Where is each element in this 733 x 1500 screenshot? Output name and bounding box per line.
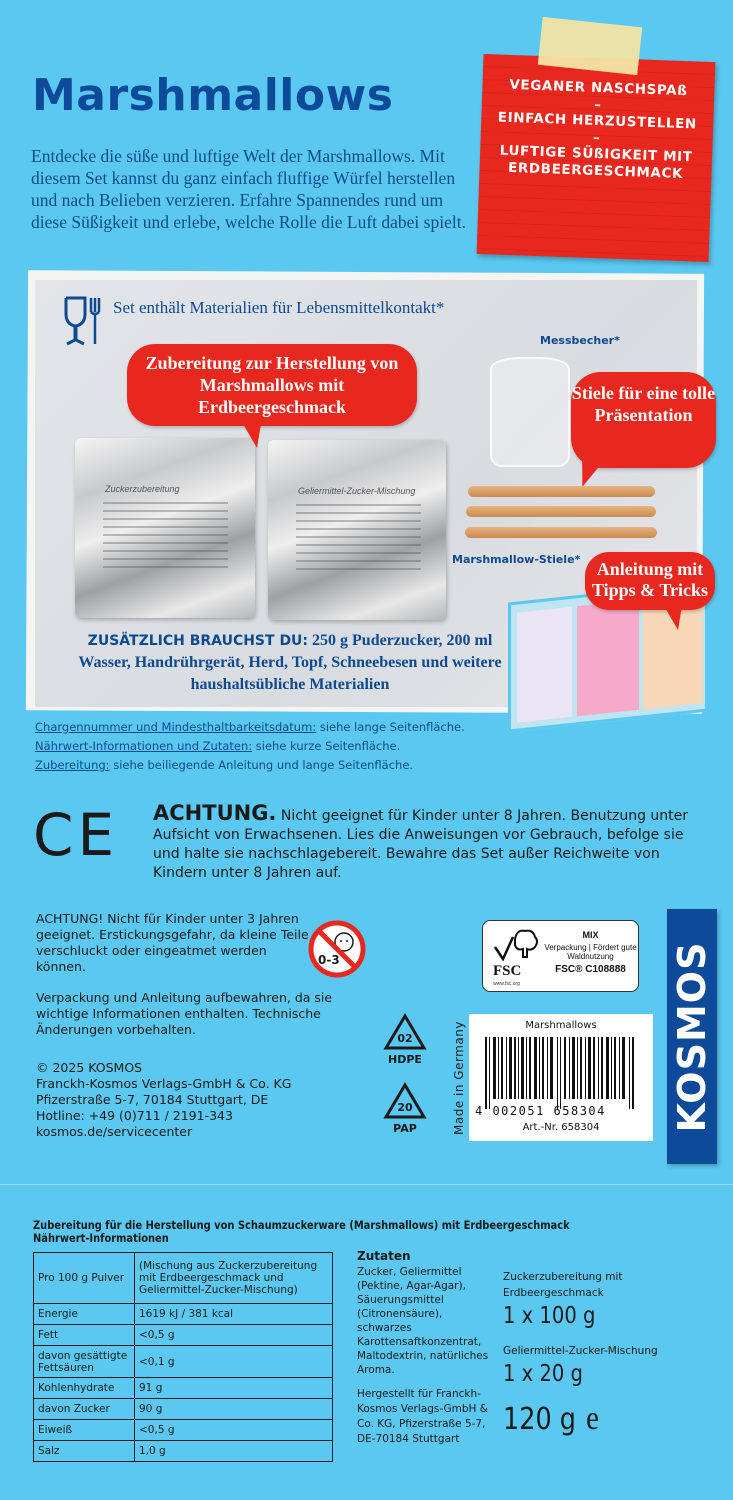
table-cell: Salz bbox=[34, 1441, 135, 1462]
marshmallow-stick bbox=[465, 527, 657, 538]
hotline: Hotline: +49 (0)711 / 2191-343 bbox=[36, 1108, 233, 1123]
kosmos-logo bbox=[667, 909, 717, 1164]
total-weight-value: 120 g bbox=[503, 1402, 576, 1437]
table-row bbox=[34, 1441, 333, 1462]
estimated-sign-icon: e bbox=[586, 1400, 599, 1437]
barcode-label bbox=[469, 1014, 653, 1141]
separator: – bbox=[593, 96, 602, 114]
nutrition-table bbox=[33, 1252, 333, 1462]
barcode-product-name: Marshmallows bbox=[525, 1020, 597, 1031]
table-cell: <0,5 g bbox=[135, 1420, 333, 1441]
table-cell: <0,5 g bbox=[135, 1325, 333, 1346]
fsc-description: Verpackung | Fördert gute Waldnutzung bbox=[544, 942, 637, 961]
article-number: Art.-Nr. 658304 bbox=[522, 1122, 600, 1133]
intro-text: Entdecke die süße und luftige Welt der Marshmallows. Mit diesem Set kannst du ganz einfach fluffige Würfel herstellen und nach Belieben verzieren. Erfahre Spannendes rund um diese Süßigkeit und erlebe, welche Rolle die Luft dabei spielt. bbox=[31, 146, 466, 232]
speech-bubble-tail bbox=[243, 424, 261, 448]
product-title: Marshmallows bbox=[32, 70, 394, 121]
reference-text: siehe lange Seitenfläche. bbox=[316, 720, 465, 734]
feature-list bbox=[490, 76, 703, 183]
svg-text:20: 20 bbox=[397, 1101, 413, 1114]
measuring-cup-image bbox=[490, 357, 570, 467]
speech-bubble-sticks: Stiele für eine tolle Präsentation bbox=[571, 372, 716, 468]
additional-requirements-lead: ZUSÄTZLICH BRAUCHST DU: bbox=[87, 633, 309, 649]
table-cell: Pro 100 g Pulver bbox=[34, 1253, 135, 1304]
content-quantity: 1 x 100 g bbox=[503, 1303, 596, 1329]
brand-name: KOSMOS bbox=[670, 941, 714, 1132]
feature-item: EINFACH HERZUSTELLEN bbox=[497, 109, 698, 133]
street-address: Pfizerstraße 5-7, 70184 Stuttgart, DE bbox=[36, 1092, 269, 1107]
barcode-digits: 4 002051 658304 bbox=[475, 1104, 606, 1118]
booklet-page bbox=[517, 607, 572, 723]
table-header-row bbox=[34, 1253, 333, 1304]
total-weight bbox=[503, 1401, 690, 1438]
table-cell: Fett bbox=[34, 1325, 135, 1346]
food-contact-label: Set enthält Materialien für Lebensmittelkontakt* bbox=[113, 298, 445, 317]
recycle-label: PAP bbox=[393, 1122, 417, 1135]
fsc-url: www.fsc.org bbox=[493, 981, 520, 987]
reference-line bbox=[35, 756, 465, 775]
recycling-symbol-hdpe bbox=[380, 1013, 430, 1066]
fsc-label bbox=[482, 920, 639, 992]
content-caption: Zuckerzubereitung mit Erdbeergeschmack bbox=[503, 1271, 623, 1299]
nutrition-heading bbox=[33, 1219, 570, 1245]
feature-item: LUFTIGE SÜßIGKEIT MIT ERDBEERGESCHMACK bbox=[499, 142, 693, 183]
booklet-page bbox=[577, 600, 639, 717]
not-for-under-3-icon bbox=[308, 920, 366, 978]
pouch-label: Geliermittel-Zucker-Mischung bbox=[298, 486, 416, 496]
reference-text: siehe beiliegende Anleitung und lange Seitenfläche. bbox=[109, 758, 414, 772]
recycling-symbol-pap bbox=[380, 1082, 430, 1135]
measuring-cup-label: Messbecher* bbox=[540, 334, 620, 347]
pouch-label: Zuckerzubereitung bbox=[105, 484, 180, 494]
table-row bbox=[34, 1420, 333, 1441]
table-cell: <0,1 g bbox=[135, 1346, 333, 1378]
package-contents bbox=[503, 1269, 723, 1438]
marshmallow-stick bbox=[466, 506, 656, 517]
fold-line bbox=[0, 1184, 733, 1185]
sticks-label: Marshmallow-Stiele* bbox=[452, 553, 581, 566]
manufacturer-info: Hergestellt für Franckh-Kosmos Verlags-GmbH & Co. KG, Pfizerstraße 5-7, DE-70184 Stuttgart bbox=[357, 1388, 488, 1445]
reference-text: siehe kurze Seitenfläche. bbox=[252, 739, 401, 753]
table-cell: 1619 kJ / 381 kcal bbox=[135, 1304, 333, 1325]
pouch-fine-print bbox=[103, 502, 228, 572]
speech-bubble-instructions: Anleitung mit Tipps & Tricks bbox=[585, 552, 715, 610]
fsc-mix-info bbox=[543, 931, 638, 974]
table-row bbox=[34, 1378, 333, 1399]
table-row bbox=[34, 1346, 333, 1378]
table-cell: davon Zucker bbox=[34, 1399, 135, 1420]
content-quantity: 1 x 20 g bbox=[503, 1361, 583, 1387]
made-in-germany: Made in Germany bbox=[452, 1021, 466, 1135]
gelling-sugar-pouch bbox=[268, 440, 446, 620]
age-warning-3: ACHTUNG! Nicht für Kinder unter 3 Jahren geeignet. Erstickungsgefahr, da kleine Teile verschluckt oder eingeatmet werden können. bbox=[36, 911, 309, 974]
table-cell: davon gesättigte Fettsäuren bbox=[34, 1346, 135, 1378]
speech-bubble-preparation: Zubereitung zur Herstellung von Marshmallows mit Erdbeergeschmack bbox=[127, 344, 417, 426]
copyright: © 2025 KOSMOS bbox=[36, 1060, 143, 1075]
marshmallow-stick bbox=[468, 486, 655, 497]
service-link[interactable]: kosmos.de/servicecenter bbox=[36, 1124, 193, 1139]
sugar-preparation-pouch bbox=[75, 438, 255, 618]
feature-item: VEGANER NASCHSPAß bbox=[509, 76, 688, 100]
age-warning-8 bbox=[153, 801, 708, 883]
ingredients bbox=[357, 1249, 497, 1377]
reference-line bbox=[35, 737, 465, 756]
table-cell: 1,0 g bbox=[135, 1441, 333, 1462]
svg-text:02: 02 bbox=[397, 1032, 413, 1045]
svg-text:0-3: 0-3 bbox=[318, 953, 340, 967]
reference-notes bbox=[35, 718, 465, 775]
table-row bbox=[34, 1325, 333, 1346]
reference-label: Chargennummer und Mindesthaltbarkeitsdatum: bbox=[35, 720, 317, 734]
table-row bbox=[34, 1399, 333, 1420]
publisher-address bbox=[36, 1060, 336, 1140]
nutrition-title: Nährwert-Informationen bbox=[33, 1231, 169, 1245]
additional-requirements bbox=[60, 630, 520, 696]
reference-line bbox=[35, 718, 465, 737]
product-description: Zubereitung für die Herstellung von Schaumzuckerware (Marshmallows) mit Erdbeergeschmack bbox=[33, 1218, 570, 1232]
separator: – bbox=[592, 129, 601, 147]
content-caption: Geliermittel-Zucker-Mischung bbox=[503, 1345, 658, 1357]
fsc-tree-icon bbox=[491, 927, 541, 967]
barcode-icon bbox=[485, 1037, 637, 1109]
recycle-label: HDPE bbox=[388, 1053, 422, 1066]
table-row bbox=[34, 1304, 333, 1325]
storage-note: Verpackung und Anleitung aufbewahren, da sie wichtige Informationen enthalten. Technische Änderungen vorbehalten. bbox=[36, 990, 333, 1037]
ingredients-text: Zucker, Geliermittel (Pektine, Agar-Agar), Säuerungsmittel (Citronensäure), schwarzes Karottensaftkonzentrat, Maltodextrin, natürliches Aroma. bbox=[357, 1266, 489, 1376]
speech-bubble-tail bbox=[664, 606, 682, 630]
table-cell: Eiweiß bbox=[34, 1420, 135, 1441]
fsc-mix: MIX bbox=[582, 930, 599, 940]
fsc-code: FSC® C108888 bbox=[555, 963, 626, 975]
table-cell: 90 g bbox=[135, 1399, 333, 1420]
food-contact-icon bbox=[63, 294, 103, 346]
tape-decoration bbox=[538, 17, 642, 75]
company-name: Franckh-Kosmos Verlags-GmbH & Co. KG bbox=[36, 1076, 292, 1091]
warning-heading: ACHTUNG. bbox=[153, 801, 277, 825]
table-cell: Energie bbox=[34, 1304, 135, 1325]
fsc-word: FSC bbox=[493, 963, 522, 979]
recycle-triangle-icon bbox=[383, 1082, 427, 1120]
reference-label: Zubereitung: bbox=[35, 758, 110, 772]
ce-mark-icon: CE bbox=[33, 801, 119, 869]
recycle-triangle-icon bbox=[383, 1013, 427, 1051]
reference-label: Nährwert-Informationen und Zutaten: bbox=[35, 739, 253, 753]
table-cell: (Mischung aus Zuckerzubereitung mit Erdbeergeschmack und Geliermittel-Zucker-Mischung) bbox=[135, 1253, 333, 1304]
warning-text: Nicht geeignet für Kinder unter 8 Jahren. Benutzung unter Aufsicht von Erwachsenen. Lies die Anweisungen vor Gebrauch, befolge sie und halte sie nachschlagebereit. Bewahre das Set außer Reichweite von Kindern unter 8 Jahren auf. bbox=[153, 808, 689, 881]
table-cell: Kohlenhydrate bbox=[34, 1378, 135, 1399]
additional-requirements-text: 250 g Puderzucker, 200 ml Wasser, Handrührgerät, Herd, Topf, Schneebesen und weitere haushaltsübliche Materialien bbox=[78, 632, 502, 693]
ingredients-heading: Zutaten bbox=[357, 1249, 411, 1263]
table-cell: 91 g bbox=[135, 1378, 333, 1399]
pouch-fine-print bbox=[296, 504, 421, 574]
